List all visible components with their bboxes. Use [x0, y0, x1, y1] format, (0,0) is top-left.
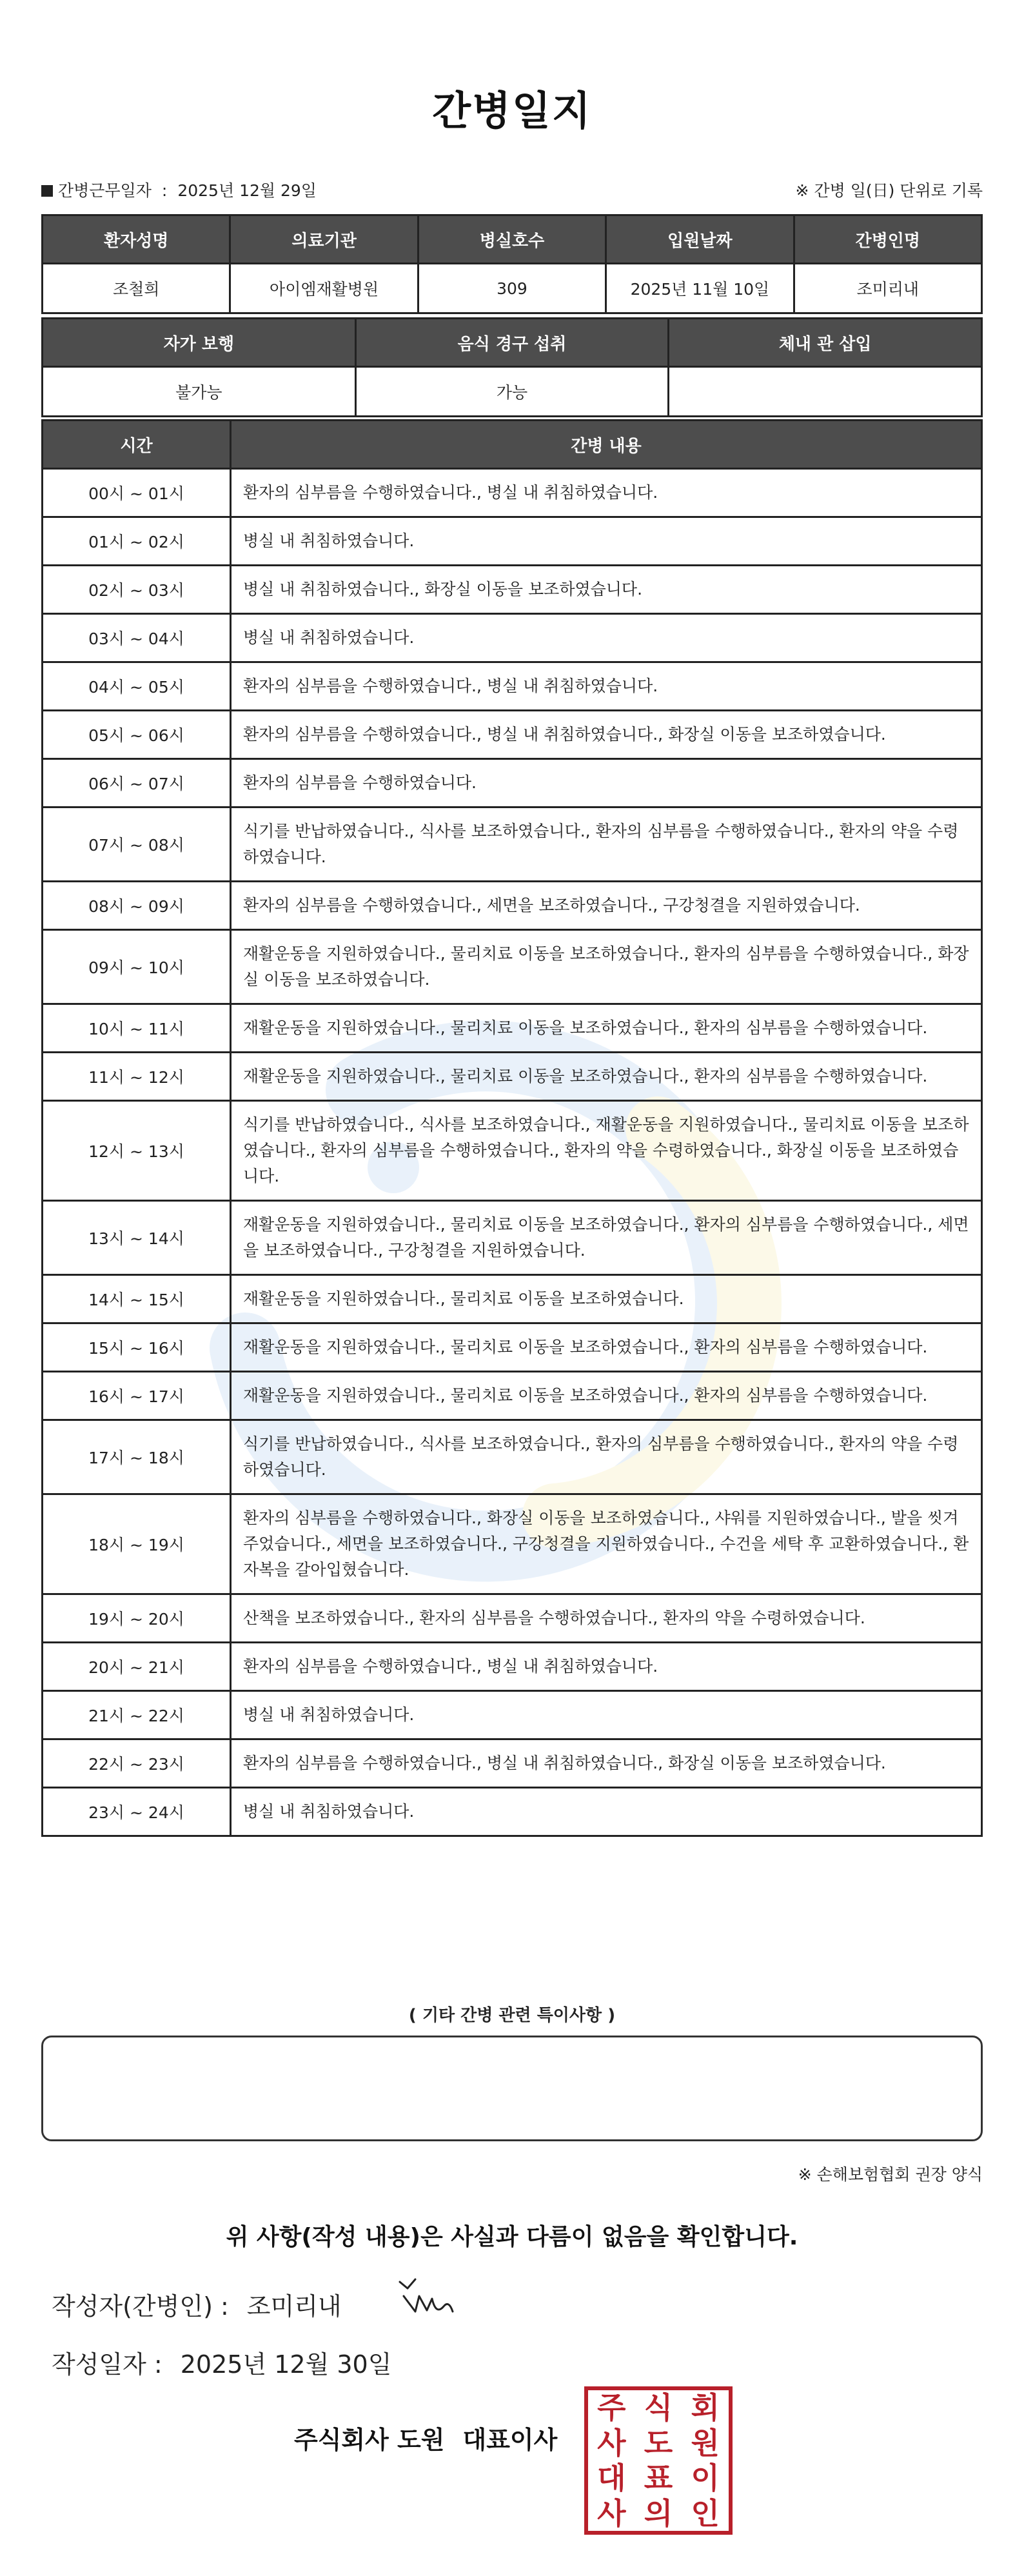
care-content-cell: 병실 내 취침하였습니다.: [231, 614, 982, 662]
notes-heading: ( 기타 간병 관련 특이사항 ): [408, 2006, 616, 2025]
care-content-cell: 환자의 심부름을 수행하였습니다., 병실 내 취침하였습니다.: [231, 1643, 982, 1691]
seal-character: 이: [691, 2461, 720, 2496]
care-content-cell: 식기를 반납하였습니다., 식사를 보조하였습니다., 환자의 심부름을 수행하였습니다., 환자의 약을 수령하였습니다.: [231, 807, 982, 882]
header-patient-name: 환자성명: [43, 215, 230, 264]
time-range-cell: 14시 ~ 15시: [43, 1275, 231, 1323]
table-row: [43, 566, 982, 614]
time-range-cell: 02시 ~ 03시: [43, 566, 231, 614]
company-seal: [584, 2386, 733, 2535]
time-range-cell: 01시 ~ 02시: [43, 517, 231, 566]
admission-date: 2025년 11월 10일: [606, 264, 794, 313]
table-row: [43, 1494, 982, 1594]
care-content-cell: 병실 내 취침하였습니다., 화장실 이동을 보조하였습니다.: [231, 566, 982, 614]
time-range-cell: 21시 ~ 22시: [43, 1691, 231, 1739]
table-row: [43, 1643, 982, 1691]
care-content-cell: 재활운동을 지원하였습니다., 물리치료 이동을 보조하였습니다.: [231, 1275, 982, 1323]
header-room-number: 병실호수: [418, 215, 606, 264]
confirmation-statement: 위 사항(작성 내용)은 사실과 다름이 없음을 확인합니다.: [226, 2224, 798, 2250]
time-range-cell: 00시 ~ 01시: [43, 469, 231, 517]
table-row: [43, 1594, 982, 1643]
table-row: [43, 1420, 982, 1494]
table-row: [43, 1788, 982, 1836]
care-log-table: [41, 419, 983, 1837]
header-self-walking: 자가 보행: [43, 319, 356, 367]
header-care-content: 간병 내용: [231, 421, 982, 469]
care-content-cell: 환자의 심부름을 수행하였습니다., 세면을 보조하였습니다., 구강청결을 지원하였습니다.: [231, 882, 982, 930]
time-range-cell: 20시 ~ 21시: [43, 1643, 231, 1691]
table-row: [43, 614, 982, 662]
self-walking-value: 불가능: [43, 367, 356, 417]
care-content-cell: 재활운동을 지원하였습니다., 물리치료 이동을 보조하였습니다., 환자의 심부름을 수행하였습니다., 세면을 보조하였습니다., 구강청결을 지원하였습니다.: [231, 1201, 982, 1275]
seal-character: 사: [597, 2495, 626, 2531]
seal-character: 사: [597, 2425, 626, 2461]
care-content-cell: 환자의 심부름을 수행하였습니다., 병실 내 취침하였습니다., 화장실 이동을 보조하였습니다.: [231, 711, 982, 759]
care-log-header-row: [43, 421, 982, 469]
written-date-label: 작성일자 :: [52, 2350, 162, 2379]
table-row: [43, 711, 982, 759]
time-range-cell: 23시 ~ 24시: [43, 1788, 231, 1836]
seal-character: 표: [644, 2461, 673, 2496]
notes-box: [41, 2036, 983, 2141]
time-range-cell: 03시 ~ 04시: [43, 614, 231, 662]
table-row: [43, 1201, 982, 1275]
care-content-cell: 환자의 심부름을 수행하였습니다., 병실 내 취침하였습니다., 화장실 이동을 보조하였습니다.: [231, 1739, 982, 1788]
care-content-cell: 환자의 심부름을 수행하였습니다.: [231, 759, 982, 807]
time-range-cell: 16시 ~ 17시: [43, 1372, 231, 1420]
patient-status-table: [41, 317, 983, 417]
care-content-cell: 산책을 보조하였습니다., 환자의 심부름을 수행하였습니다., 환자의 약을 수령하였습니다.: [231, 1594, 982, 1643]
time-range-cell: 13시 ~ 14시: [43, 1201, 231, 1275]
care-content-cell: 환자의 심부름을 수행하였습니다., 병실 내 취침하였습니다.: [231, 469, 982, 517]
time-range-cell: 19시 ~ 20시: [43, 1594, 231, 1643]
time-range-cell: 06시 ~ 07시: [43, 759, 231, 807]
care-content-cell: 환자의 심부름을 수행하였습니다., 병실 내 취침하였습니다.: [231, 662, 982, 711]
patient-status-header-row: [43, 319, 982, 367]
table-row: [43, 662, 982, 711]
writer-line: [52, 2286, 342, 2322]
table-row: [43, 1101, 982, 1201]
seal-character: 도: [644, 2425, 673, 2461]
handwritten-signature: [393, 2270, 464, 2322]
document-title: 간병일지: [432, 87, 592, 134]
seal-character: 의: [644, 2495, 673, 2531]
time-range-cell: 22시 ~ 23시: [43, 1739, 231, 1788]
seal-character: 식: [644, 2390, 673, 2426]
unit-note: ※ 간병 일(日) 단위로 기록: [795, 181, 983, 200]
care-content-cell: 병실 내 취침하였습니다.: [231, 1788, 982, 1836]
care-content-cell: 병실 내 취침하였습니다.: [231, 1691, 982, 1739]
seal-character: 원: [691, 2425, 720, 2461]
care-log-body: [43, 469, 982, 1836]
care-content-cell: 재활운동을 지원하였습니다., 물리치료 이동을 보조하였습니다., 환자의 심부름을 수행하였습니다.: [231, 1053, 982, 1101]
patient-info-header-row: [43, 215, 982, 264]
header-caregiver-name: 간병인명: [794, 215, 981, 264]
time-range-cell: 11시 ~ 12시: [43, 1053, 231, 1101]
time-range-cell: 15시 ~ 16시: [43, 1323, 231, 1372]
work-date: [41, 178, 317, 201]
time-range-cell: 12시 ~ 13시: [43, 1101, 231, 1201]
tube-insertion-value: [669, 367, 982, 417]
seal-character: 인: [691, 2495, 720, 2531]
patient-status-value-row: [43, 367, 982, 417]
table-row: [43, 930, 982, 1004]
writer-name: 조미리내: [246, 2292, 342, 2321]
seal-character: 대: [597, 2461, 626, 2496]
seal-character: 회: [691, 2390, 720, 2426]
care-content-cell: 식기를 반납하였습니다., 식사를 보조하였습니다., 환자의 심부름을 수행하였습니다., 환자의 약을 수령하였습니다.: [231, 1420, 982, 1494]
table-row: [43, 882, 982, 930]
care-content-cell: 재활운동을 지원하였습니다., 물리치료 이동을 보조하였습니다., 환자의 심부름을 수행하였습니다.: [231, 1372, 982, 1420]
table-row: [43, 1004, 982, 1053]
table-row: [43, 807, 982, 882]
written-date-line: [52, 2344, 391, 2380]
care-content-cell: 재활운동을 지원하였습니다., 물리치료 이동을 보조하였습니다., 환자의 심부름을 수행하였습니다.: [231, 1323, 982, 1372]
caregiver-name: 조미리내: [794, 264, 981, 313]
patient-info-value-row: [43, 264, 982, 313]
care-content-cell: 환자의 심부름을 수행하였습니다., 화장실 이동을 보조하였습니다., 샤워를 지원하였습니다., 발을 씻겨주었습니다., 세면을 보조하였습니다., 구강청결을 지원하였습니다., 수건을 세탁 후 교환하였습니다., 환자복을 갈아입혔습니다.: [231, 1494, 982, 1594]
header-hospital: 의료기관: [230, 215, 418, 264]
time-range-cell: 08시 ~ 09시: [43, 882, 231, 930]
table-row: [43, 1323, 982, 1372]
company-line: [294, 2420, 575, 2455]
work-date-label: 간병근무일자: [58, 181, 152, 200]
time-range-cell: 04시 ~ 05시: [43, 662, 231, 711]
room-number: 309: [418, 264, 606, 313]
time-range-cell: 10시 ~ 11시: [43, 1004, 231, 1053]
time-range-cell: 05시 ~ 06시: [43, 711, 231, 759]
company-name: 주식회사 도원: [294, 2426, 445, 2454]
table-row: [43, 517, 982, 566]
time-range-cell: 17시 ~ 18시: [43, 1420, 231, 1494]
table-row: [43, 1739, 982, 1788]
writer-label: 작성자(간병인) :: [52, 2292, 229, 2321]
time-range-cell: 18시 ~ 19시: [43, 1494, 231, 1594]
time-range-cell: 07시 ~ 08시: [43, 807, 231, 882]
work-date-value: 2025년 12월 29일: [177, 181, 317, 200]
oral-intake-value: 가능: [355, 367, 669, 417]
recommendation-note: ※ 손해보험협회 권장 양식: [798, 2165, 983, 2184]
ceo-title: 대표이사: [462, 2426, 558, 2454]
header-tube-insertion: 체내 관 삽입: [669, 319, 982, 367]
patient-name: 조철희: [43, 264, 230, 313]
time-range-cell: 09시 ~ 10시: [43, 930, 231, 1004]
header-time: 시간: [43, 421, 231, 469]
seal-character: 주: [597, 2390, 626, 2426]
document-meta: [41, 178, 983, 204]
table-row: [43, 1275, 982, 1323]
square-bullet-icon: [41, 185, 53, 197]
table-row: [43, 759, 982, 807]
header-admission-date: 입원날짜: [606, 215, 794, 264]
table-row: [43, 1372, 982, 1420]
hospital-name: 아이엠재활병원: [230, 264, 418, 313]
patient-info-table: [41, 214, 983, 314]
table-row: [43, 1053, 982, 1101]
care-content-cell: 식기를 반납하였습니다., 식사를 보조하였습니다., 재활운동을 지원하였습니다., 물리치료 이동을 보조하였습니다., 환자의 심부름을 수행하였습니다., 환자의 약을 수령하였습니다., 화장실 이동을 보조하였습니다.: [231, 1101, 982, 1201]
colon: :: [161, 181, 168, 200]
care-content-cell: 병실 내 취침하였습니다.: [231, 517, 982, 566]
table-row: [43, 469, 982, 517]
written-date: 2025년 12월 30일: [180, 2350, 392, 2379]
header-oral-intake: 음식 경구 섭취: [355, 319, 669, 367]
care-content-cell: 재활운동을 지원하였습니다., 물리치료 이동을 보조하였습니다., 환자의 심부름을 수행하였습니다., 화장실 이동을 보조하였습니다.: [231, 930, 982, 1004]
care-content-cell: 재활운동을 지원하였습니다., 물리치료 이동을 보조하였습니다., 환자의 심부름을 수행하였습니다.: [231, 1004, 982, 1053]
table-row: [43, 1691, 982, 1739]
